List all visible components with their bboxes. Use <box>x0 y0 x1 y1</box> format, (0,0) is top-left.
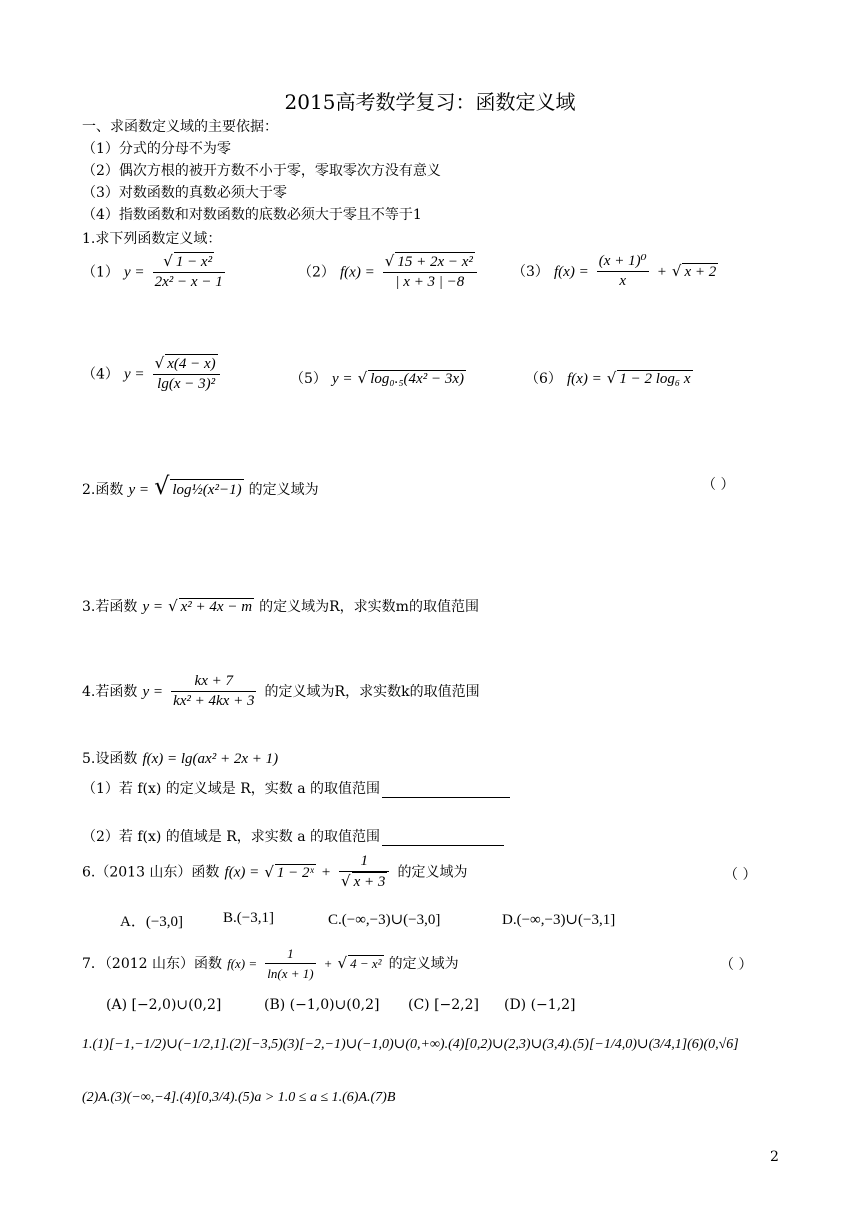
q7-numerator: 1 <box>265 944 315 964</box>
q1-f3-tail: x + 2 <box>684 264 717 280</box>
q7-root: 4 − x² <box>350 956 382 971</box>
q4-prefix: 4.若函数 <box>82 684 138 700</box>
q1-part1 <box>82 252 228 292</box>
q1-f1-numerator: 1 − x² <box>175 254 213 270</box>
q4-suffix: 的定义域为R，求实数k的取值范围 <box>264 684 480 700</box>
q1-f2-lhs: f(x) = <box>340 264 375 281</box>
question-2: 2.函数 y = √ log½(x²−1) 的定义域为 <box>82 472 319 500</box>
answers-line-2: (2)A.(3)(−∞,−4].(4)[0,3/4).(5)a > 1.0 ≤ a ≤ 1.(6)A.(7)B <box>82 1090 396 1105</box>
rule-3: （3）对数函数的真数必须大于零 <box>82 185 287 201</box>
q6-prefix: 6.（2013 山东）函数 <box>82 864 220 881</box>
page-title: 2015高考数学复习：函数定义域 <box>284 90 576 114</box>
q3-lhs: y = <box>142 599 163 615</box>
q7-fraction <box>265 944 315 983</box>
q1-f4-lhs: y = <box>124 366 145 383</box>
q1-f6-lhs: f(x) = <box>567 371 602 387</box>
q1-part5: （5） y = √ log₀.₅(4x² − 3x) <box>290 369 464 387</box>
q1-part4 <box>82 354 223 394</box>
q1-part6: （6） f(x) = √ 1 − 2 log₆ x <box>525 369 691 387</box>
q4-denominator: kx² + 4kx + 3 <box>173 693 255 709</box>
q6-option-d[interactable]: D.(−∞,−3)∪(−3,1] <box>502 912 616 928</box>
q1-label-1: （1） <box>82 264 119 281</box>
q6-denominator: x + 3 <box>353 874 386 890</box>
q2-suffix: 的定义域为 <box>248 482 319 498</box>
q3-suffix: 的定义域为R，求实数m的取值范围 <box>259 599 479 615</box>
q6-lhs: f(x) = <box>224 864 260 881</box>
q6-plus: + <box>320 864 331 881</box>
q6-option-a[interactable]: A．(−3,0] <box>120 914 184 930</box>
q3-prefix: 3.若函数 <box>82 599 138 615</box>
q1-f3-denominator: x <box>619 273 627 289</box>
question-5 <box>82 748 278 768</box>
q1-f5-lhs: y = <box>332 371 353 387</box>
q1-f3-fraction <box>597 252 649 291</box>
q1-f3-numerator: (x + 1)⁰ <box>597 252 649 272</box>
q1-part2 <box>298 252 480 292</box>
rule-4: （4）指数函数和对数函数的底数必须大于零且不等于1 <box>82 207 422 223</box>
q6-answer-paren: （ ） <box>724 867 757 883</box>
section-heading: 一、求函数定义域的主要依据： <box>82 119 278 135</box>
q7-lhs: f(x) = <box>227 956 258 971</box>
q2-lhs: y = <box>128 482 149 498</box>
q1-f6-body: 1 − 2 log₆ x <box>619 371 691 387</box>
q1-f2-numerator: 15 + 2x − x² <box>397 254 473 270</box>
q4-lhs: y = <box>142 684 163 700</box>
q5-part2-text: （2）若 f(x) 的值域是 R，求实数 a 的取值范围 <box>82 829 381 845</box>
q1-label-6: （6） <box>525 371 562 387</box>
q7-option-b[interactable]: (B) (−1,0)∪(0,2] <box>264 997 380 1013</box>
question-6: 6.（2013 山东）函数 f(x) = √ 1 − 2ˣ + $\frac{1}{√ x + 3}$ 的定义域为 <box>82 853 468 890</box>
q1-f4-fraction: $\frac{√ x(4 - x)}{\text{lg(x − 3)²}}$ <box>153 354 220 394</box>
q6-root1: 1 − 2ˣ <box>276 864 314 881</box>
q7-plus: + <box>323 956 333 971</box>
q7-option-c[interactable]: (C) [−2,2] <box>408 997 480 1013</box>
page-number: 2 <box>770 1149 779 1165</box>
q6-option-c[interactable]: C.(−∞,−3)∪(−3,0] <box>328 912 441 928</box>
rule-1: （1）分式的分母不为零 <box>82 141 231 157</box>
q7-option-d[interactable]: (D) (−1,2] <box>504 997 576 1013</box>
q1-f4-denominator: lg(x − 3)² <box>157 376 216 392</box>
q1-label-3: （3） <box>512 264 549 280</box>
q7-option-a[interactable]: (A) [−2,0)∪(0,2] <box>106 997 222 1013</box>
q1-f1-denominator: 2x² − x − 1 <box>154 274 223 290</box>
q1-label-4: （4） <box>82 366 119 383</box>
q1-f2-denominator: | x + 3 | −8 <box>395 274 465 290</box>
rule-2: （2）偶次方根的被开方数不小于零，零取零次方没有意义 <box>82 163 441 179</box>
q5-part2-blank[interactable] <box>382 845 504 846</box>
q1-stem: 1.求下列函数定义域： <box>82 231 222 247</box>
answers-line-1: 1.(1)[−1,−1/2)∪(−1/2,1].(2)[−3,5)(3)[−2,−1)∪(−1,0)∪(0,+∞).(4)[0,2)∪(2,3)∪(3,4).(5)[−1/4,0)∪(3/4,1](6)(0,√6] <box>82 1037 739 1052</box>
q7-suffix: 的定义域为 <box>388 956 459 972</box>
q2-answer-paren: （ ） <box>702 477 735 493</box>
q7-prefix: 7．（2012 山东）函数 <box>82 956 222 972</box>
question-7: 7．（2012 山东）函数 f(x) = $\frac{1}{\ln(x + 1)}$ + √ 4 − x² 的定义域为 <box>82 946 459 981</box>
q1-f1-lhs: y = <box>124 264 145 281</box>
q7-answer-paren: （ ） <box>720 957 753 973</box>
q2-body: log½(x²−1) <box>170 479 243 499</box>
q7-denominator: ln(x + 1) <box>267 966 314 981</box>
q1-f5-body: log₀.₅(4x² − 3x) <box>370 371 464 387</box>
q6-fraction: $\frac{1}{√ x + 3}$ <box>339 852 389 892</box>
q4-numerator: kx + 7 <box>171 672 256 692</box>
question-4 <box>82 672 480 711</box>
q5-part1 <box>82 780 510 798</box>
q1-f4-numerator: x(4 − x) <box>167 356 216 372</box>
q2-prefix: 2.函数 <box>82 482 124 498</box>
q1-label-2: （2） <box>298 264 335 281</box>
question-3: 3.若函数 y = √ x² + 4x − m 的定义域为R，求实数m的取值范围 <box>82 597 479 615</box>
q6-suffix: 的定义域为 <box>397 864 468 881</box>
q6-numerator: 1 <box>339 852 389 872</box>
q1-part3: （3） f(x) = $\frac{\text{(x + 1)⁰}}{x}$ + √ x + 2 <box>512 253 717 289</box>
q5-part1-blank[interactable] <box>382 797 510 798</box>
q1-f2-fraction: $\frac{\text{√ 15 + 2x − x²}}{| x + 3 | -8}$ <box>383 252 477 292</box>
q1-label-5: （5） <box>290 371 327 387</box>
q5-part2 <box>82 828 504 846</box>
q5-expr: f(x) = lg(ax² + 2x + 1) <box>142 751 279 767</box>
q6-option-b[interactable]: B.(−3,1] <box>223 910 274 926</box>
q1-f3-lhs: f(x) = <box>554 264 589 280</box>
q5-prefix: 5.设函数 <box>82 751 138 767</box>
q4-fraction <box>171 672 256 711</box>
q3-body: x² + 4x − m <box>180 599 253 615</box>
q1-f3-plus: + <box>656 264 667 280</box>
q1-f1-fraction: $\frac{\text{√ 1 − x²}}{\text{2x² − x − 1}}$ <box>154 252 223 290</box>
q5-part1-text: （1）若 f(x) 的定义域是 R，实数 a 的取值范围 <box>82 781 381 797</box>
